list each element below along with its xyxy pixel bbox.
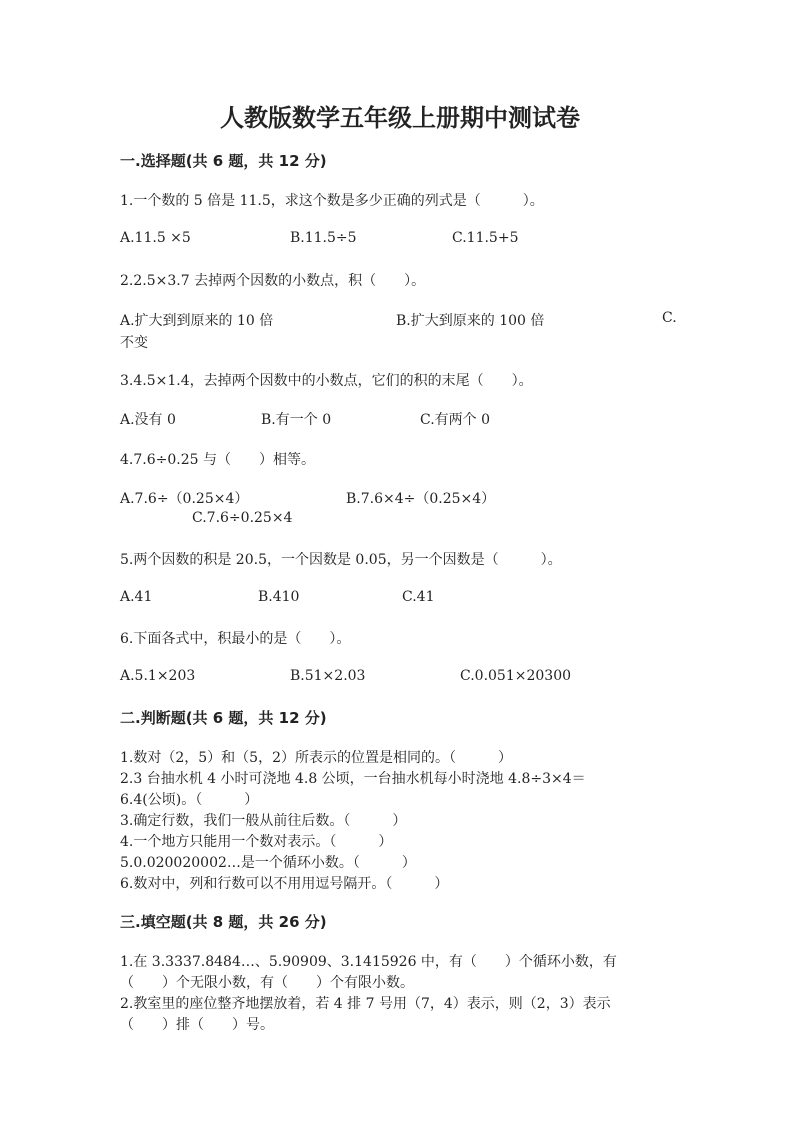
fill-in-line: 2.教室里的座位整齐地摆放着，若 4 排 7 号用（7，4）表示，则（2，3）表示 <box>120 996 611 1012</box>
option-c: C.11.5+5 <box>452 230 519 246</box>
fill-in-line: （ ）个无限小数，有（ ）个有限小数。 <box>120 975 414 991</box>
question-stem: 6.下面各式中，积最小的是（ ）。 <box>120 631 351 647</box>
option-c: C.有两个 0 <box>420 412 491 428</box>
option-a: A.扩大到到原来的 10 倍 <box>120 313 274 329</box>
judgement-line: 4.一个地方只能用一个数对表示。（ ） <box>120 834 393 850</box>
option-b: B.11.5÷5 <box>290 230 357 246</box>
option-a: A.没有 0 <box>120 412 176 428</box>
page-title: 人教版数学五年级上册期中测试卷 <box>220 104 580 132</box>
option-c: C. <box>662 310 677 326</box>
option-b: B.有一个 0 <box>261 412 332 428</box>
judgement-line: 2.3 台抽水机 4 小时可浇地 4.8 公顷，一台抽水机每小时浇地 4.8÷3×4＝ <box>120 771 586 787</box>
option-b: B.410 <box>258 589 300 605</box>
fill-in-line: （ ）排（ ）号。 <box>120 1017 274 1033</box>
option-a: A.7.6÷（0.25×4） <box>120 491 249 507</box>
question-stem: 2.2.5×3.7 去掉两个因数的小数点，积（ ）。 <box>120 273 426 289</box>
option-a: A.41 <box>120 589 153 605</box>
judgement-line: 6.4(公顷)。（ ） <box>120 792 259 808</box>
fill-in-line: 1.在 3.3337.8484…、5.90909、3.1415926 中，有（ ）个循环小数，有 <box>120 954 617 970</box>
section-heading-choice: 一.选择题(共 6 题，共 12 分) <box>120 152 327 170</box>
judgement-line: 3.确定行数，我们一般从前往后数。（ ） <box>120 813 407 829</box>
judgement-line: 1.数对（2，5）和（5，2）所表示的位置是相同的。（ ） <box>120 750 512 766</box>
option-b: B.扩大到原来的 100 倍 <box>396 313 545 329</box>
question-stem: 3.4.5×1.4，去掉两个因数中的小数点，它们的积的末尾（ ）。 <box>120 373 533 389</box>
question-stem: 1.一个数的 5 倍是 11.5，求这个数是多少正确的列式是（ ）。 <box>120 193 544 209</box>
option-a: A.5.1×203 <box>120 668 196 684</box>
option-c: C.41 <box>402 589 435 605</box>
option-c: C.0.051×20300 <box>460 668 572 684</box>
question-stem: 5.两个因数的积是 20.5，一个因数是 0.05，另一个因数是（ ）。 <box>120 552 562 568</box>
option-c: C.7.6÷0.25×4 <box>192 510 293 526</box>
judgement-line: 5.0.020020002…是一个循环小数。（ ） <box>120 855 416 871</box>
section-heading-fill-in: 三.填空题(共 8 题，共 26 分) <box>120 913 327 931</box>
option-c-text: 不变 <box>120 335 148 351</box>
option-b: B.7.6×4÷（0.25×4） <box>346 491 496 507</box>
section-heading-judgement: 二.判断题(共 6 题，共 12 分) <box>120 709 327 727</box>
option-b: B.51×2.03 <box>290 668 366 684</box>
question-stem: 4.7.6÷0.25 与（ ）相等。 <box>120 452 315 468</box>
judgement-line: 6.数对中，列和行数可以不用用逗号隔开。（ ） <box>120 876 449 892</box>
option-a: A.11.5 ×5 <box>120 230 191 246</box>
